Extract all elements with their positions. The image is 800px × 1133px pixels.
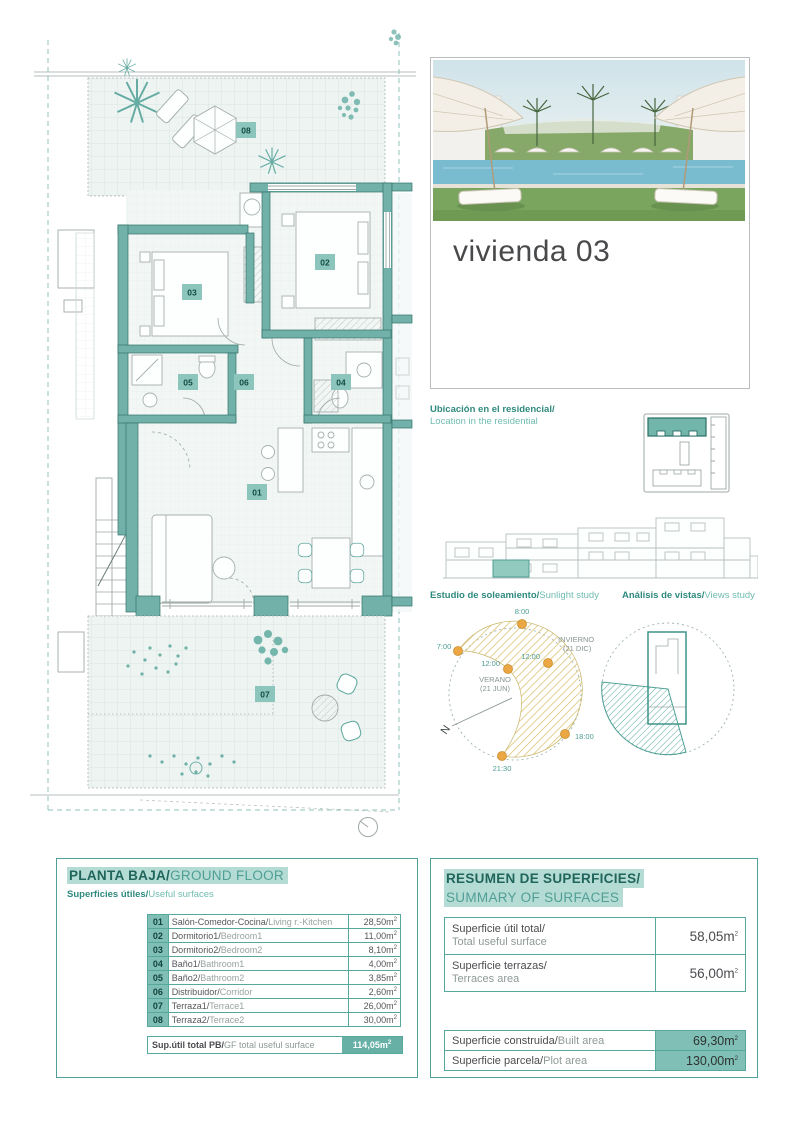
location-label bbox=[430, 404, 555, 428]
svg-text:8:00: 8:00 bbox=[514, 607, 530, 616]
svg-text:12:00: 12:00 bbox=[481, 659, 500, 668]
svg-text:02: 02 bbox=[320, 257, 330, 268]
svg-text:18:00: 18:00 bbox=[575, 732, 594, 741]
table-row: 05 Baño2/Bathroom2 $3,85m^2$ bbox=[148, 971, 401, 985]
table-row: Superficie terrazas/ Terraces area $56,00m^2$ bbox=[445, 955, 746, 992]
highlighted-unit-elevation bbox=[493, 560, 529, 577]
table-row: 07 Terraza1/Terrace1 $26,00m^2$ bbox=[148, 999, 401, 1013]
gf-title-es: PLANTA BAJA/ bbox=[69, 868, 171, 883]
gf-subtitle-en: Useful surfaces bbox=[148, 889, 214, 900]
terrace-07 bbox=[88, 616, 385, 788]
site-plan bbox=[643, 413, 733, 495]
total-useful-surface-value: $114,05m^2$ bbox=[342, 1037, 402, 1053]
unit-title: vivienda 03 bbox=[453, 235, 611, 268]
north-letter: N bbox=[438, 723, 454, 737]
gf-subtitle-es: Superficies útiles/ bbox=[67, 889, 149, 900]
table-row: 01 Salón-Comedor-Cocina/Living r.-Kitchen $28,50m^2$ bbox=[148, 915, 401, 929]
svg-text:7:00: 7:00 bbox=[436, 642, 452, 651]
table-row: 04 Baño1/Bathroom1 $4,00m^2$ bbox=[148, 957, 401, 971]
svg-text:05: 05 bbox=[183, 377, 193, 388]
svg-text:06: 06 bbox=[239, 377, 249, 388]
built-plot-table bbox=[444, 1030, 746, 1071]
survey-marker-icon bbox=[359, 818, 378, 837]
location-label-en: Location in the residential bbox=[430, 416, 538, 427]
svg-text:08: 08 bbox=[241, 125, 251, 136]
table-row: 03 Dormitorio2/Bedroom2 $8,10m^2$ bbox=[148, 943, 401, 957]
summary-title-en: SUMMARY OF SURFACES bbox=[446, 890, 620, 905]
table-row: Superficie construida/Built area $69,30m^2$ bbox=[445, 1031, 746, 1051]
svg-text:04: 04 bbox=[336, 377, 346, 388]
terrace-table bbox=[312, 695, 338, 721]
summary-title-es: RESUMEN DE SUPERFICIES/ bbox=[446, 871, 641, 886]
summary-panel bbox=[430, 858, 758, 1078]
elevation-drawing bbox=[443, 508, 758, 584]
sunlight-title-en: Sunlight study bbox=[539, 590, 599, 601]
unit-photo bbox=[433, 60, 745, 221]
svg-text:01: 01 bbox=[252, 487, 262, 498]
summary-table bbox=[444, 917, 746, 992]
svg-text:(21 JUN): (21 JUN) bbox=[479, 684, 511, 693]
sunlight-title-es: Estudio de soleamiento/ bbox=[430, 590, 540, 601]
views-diagram bbox=[598, 612, 743, 764]
gf-title-en: GROUND FLOOR bbox=[170, 868, 284, 883]
ground-floor-panel bbox=[56, 858, 418, 1078]
table-row: Superficie parcela/Plot area $130,00m^2$ bbox=[445, 1051, 746, 1071]
sunlight-study-title bbox=[430, 590, 599, 602]
floor-plan bbox=[28, 20, 424, 842]
table-row: 06 Distribuidor/Corridor $2,60m^2$ bbox=[148, 985, 401, 999]
unit-card bbox=[430, 57, 750, 389]
svg-text:03: 03 bbox=[187, 287, 197, 298]
terrace-08 bbox=[88, 58, 385, 196]
sunlight-diagram bbox=[432, 606, 602, 791]
svg-text:07: 07 bbox=[260, 689, 270, 700]
views-study-title bbox=[622, 590, 755, 602]
svg-text:VERANO: VERANO bbox=[479, 675, 511, 684]
svg-text:21:30: 21:30 bbox=[492, 764, 512, 773]
location-label-es: Ubicación en el residencial/ bbox=[430, 404, 555, 415]
svg-text:(21 DIC): (21 DIC) bbox=[563, 644, 592, 653]
svg-text:12:00: 12:00 bbox=[521, 652, 540, 661]
table-row: 08 Terraza2/Terrace2 $30,00m^2$ bbox=[148, 1013, 401, 1027]
table-row: Superficie útil total/ Total useful surface $58,05m^2$ bbox=[445, 918, 746, 955]
room-surface-table bbox=[147, 914, 401, 1027]
svg-text:INVIERNO: INVIERNO bbox=[558, 635, 595, 644]
views-title-es: Análisis de vistas/ bbox=[622, 590, 705, 601]
total-useful-surface-bar: Sup.útil total PB/GF total useful surface $114,05m^2$ bbox=[147, 1036, 403, 1054]
table-row: 02 Dormitorio1/Bedroom1 $11,00m^2$ bbox=[148, 929, 401, 943]
views-sector bbox=[602, 682, 686, 755]
views-title-en: Views study bbox=[704, 590, 755, 601]
